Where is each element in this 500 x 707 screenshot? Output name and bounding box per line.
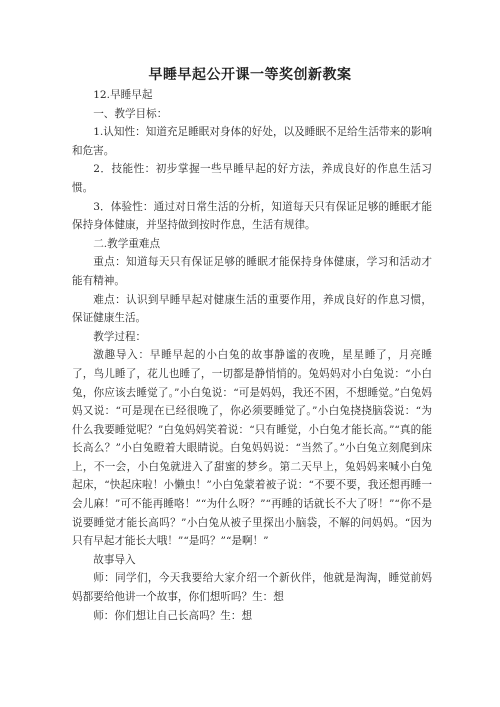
document-body (72, 86, 432, 625)
document-title: 早睡早起公开课一等奖创新教案 (148, 67, 352, 83)
section-heading-key-points: 二.教学重难点 (93, 237, 161, 250)
objective-skill: 2．技能性：初步掌握一些早睡早起的好方法，养成良好的作息生活习惯。 (72, 163, 432, 194)
objective-cognitive: 1.认知性：知道充足睡眠对身体的好处，以及睡眠不足给生活带来的影响和危害。 (72, 126, 432, 157)
objective-experience: 3．体验性：通过对日常生活的分析，知道每天只有保证足够的睡眠才能保持身体健康，并坚持做到按时作息，生活有规律。 (72, 200, 432, 232)
key-point: 重点：知道每天只有保证足够的睡眠才能保持身体健康，学习和活动才能有精神。 (72, 256, 432, 287)
section-heading-story: 故事导入 (93, 553, 136, 566)
dialogue-paragraph: 师：同学们，今天我要给大家介绍一个新伙伴，他就是淘淘，睡觉前妈妈都要给他讲一个故事，你们想听吗？生：想 (72, 572, 432, 604)
lesson-heading: 12.早睡早起 (93, 89, 153, 101)
section-heading-objectives: 一、教学目标： (93, 107, 168, 120)
difficult-point: 难点：认识到早睡早起对健康生活的重要作用，养成良好的作息习惯，保证健康生活。 (72, 293, 432, 325)
story-introduction: 激趣导入：早睡早起的小白兔的故事静谧的夜晚，星星睡了，月亮睡了，鸟儿睡了，花儿也睡了，一切都是静悄悄的。兔妈妈对小白兔说：“小白兔，你应该去睡觉了。”小白兔说：“可是妈妈，我还不困，不想睡觉。”白兔妈妈又说：“可是现在已经很晚了，你必须要睡觉了。”小白兔挠挠脑袋说：“为什么我要睡觉呢？”白兔妈妈笑着说：“只有睡觉，小白兔才能长高。”“真的能长高么？”小白兔瞪着大眼睛说。白兔妈妈说：“当然了。”小白兔立刻爬到床上，不一会，小白兔就进入了甜蜜的梦乡。第二天早上，兔妈妈来喊小白兔起床，“快起床啦！小懒虫！”小白兔蒙着被子说：“不要不要，我还想再睡一会儿麻！”可不能再睡咯！”“为什么呀？”“再睡的话就长不大了呀！”“你不是说要睡觉才能长高吗？”小白兔从被子里探出小脑袋，不解的问妈妈。“因为只有早起才能长大哦！”“是吗？”“是啊！” (72, 349, 432, 548)
dialogue-paragraph: 师：你们想让自己长高吗？生：想 (93, 609, 253, 622)
section-heading-process: 教学过程： (93, 330, 147, 343)
